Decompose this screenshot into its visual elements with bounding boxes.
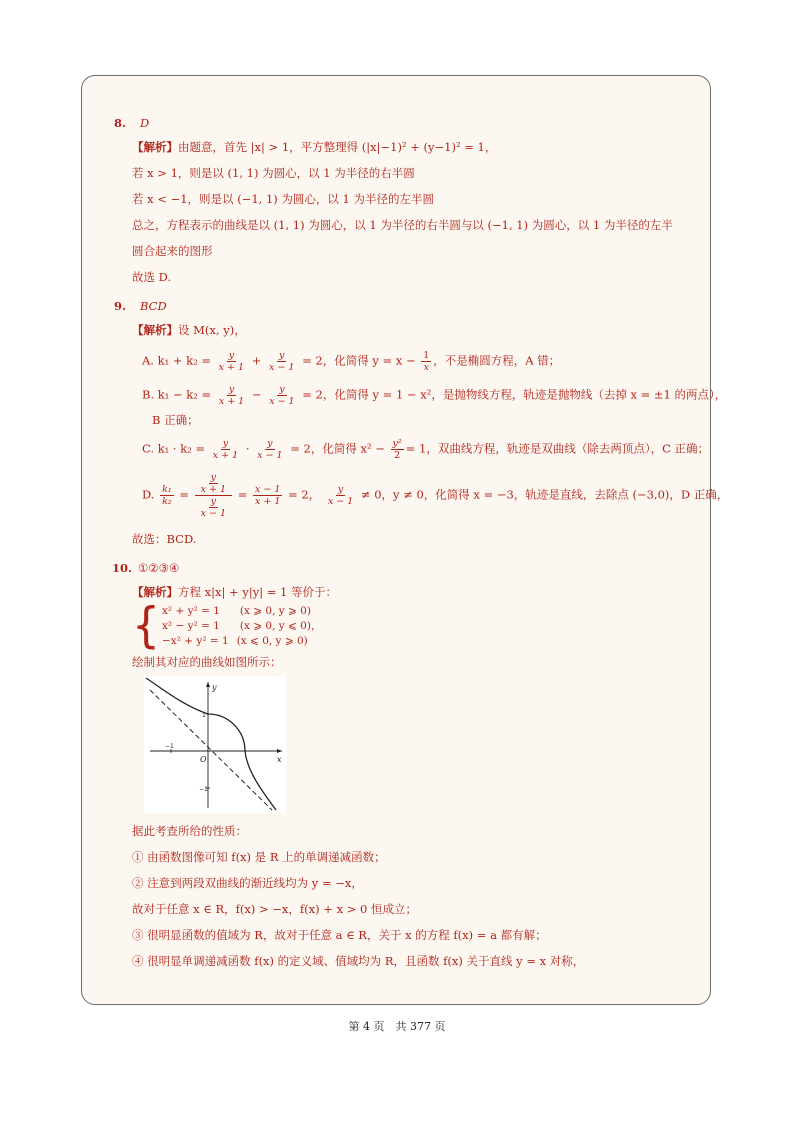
p8-line-1: [132, 139, 694, 155]
numerator: y: [228, 384, 235, 395]
analysis-tag: 【解析】: [132, 585, 178, 599]
opt-c-head: C. k₁ · k₂ =: [142, 441, 206, 456]
left-brace: {: [132, 597, 160, 654]
p9-intro-text: 设 M(x, y)，: [178, 323, 246, 337]
fraction: [421, 350, 431, 373]
asymptote-line: [150, 690, 272, 810]
denominator: x − 1: [269, 362, 295, 373]
problem-10-header: [112, 561, 694, 575]
y-axis-arrow: [206, 682, 210, 687]
p8-text-1: 由题意，首先 |x| > 1，平方整理得 (|x|−1)² + (y−1)² = 1，: [178, 140, 497, 154]
y-axis-label: y: [212, 683, 217, 692]
x-axis-label: x: [277, 755, 282, 764]
case-equation: x² + y² = 1: [162, 605, 220, 617]
fraction: [211, 438, 240, 461]
p8-line-4: 总之，方程表示的曲线是以 (1, 1) 为圆心，以 1 为半径的右半圆与以 (−1, 1) 为圆心，以 1 为半径的左半: [132, 218, 673, 232]
p9-intro: [132, 322, 694, 338]
page-footer: 第 4 页 共 377 页: [348, 1020, 446, 1033]
opt-b-tail: = 2，化简得 y = 1 − x²，是抛物线方程，轨迹是抛物线（去掉 x = ±1 的两点），: [302, 387, 727, 402]
fraction: [326, 484, 355, 507]
p10-reason-2: ② 注意到两段双曲线的渐近线均为 y = −x，: [132, 876, 363, 890]
problem-8-header: [114, 116, 694, 130]
denominator: x: [423, 362, 429, 373]
problem-answer: D: [140, 116, 150, 130]
fraction: [217, 350, 246, 373]
plus-sign: +: [251, 353, 262, 368]
fraction: [267, 350, 296, 373]
opt-a-end: ，不是椭圆方程，A 错；: [433, 353, 561, 368]
numerator: y: [210, 496, 217, 507]
opt-b-head: B. k₁ − k₂ =: [142, 387, 212, 402]
fraction: [255, 438, 284, 461]
fraction: [267, 384, 296, 407]
problem-number: 8.: [114, 116, 127, 130]
p10-check: 据此考查所给的性质：: [132, 824, 247, 838]
analysis-tag: 【解析】: [132, 323, 178, 337]
denominator: x + 1: [255, 496, 281, 507]
opt-d-mid: = 2，: [288, 487, 321, 502]
numerator: y: [228, 350, 235, 361]
equals-sign: =: [179, 487, 189, 502]
neg1-x-label: −1: [165, 743, 174, 750]
case-rows: [162, 604, 321, 648]
problem-number: 9.: [114, 299, 127, 313]
numerator: y: [222, 438, 229, 449]
fraction: [199, 472, 228, 495]
p10-intro-text: 方程 x|x| + y|y| = 1 等价于：: [178, 585, 337, 599]
fraction: [217, 384, 246, 407]
opt-a-head: A. k₁ + k₂ =: [142, 353, 212, 368]
p9-option-d: [142, 472, 729, 519]
x-axis-arrow: [277, 749, 282, 753]
denominator: x + 1: [218, 362, 245, 373]
numerator: 1: [423, 350, 430, 361]
problem-answer: ①②③④: [138, 561, 180, 575]
numerator: y: [267, 438, 273, 449]
opt-c-tail: = 2，化简得 x² −: [290, 441, 385, 456]
solution-content: [112, 116, 729, 979]
numerator: y: [337, 484, 344, 495]
p8-line-6: 故选 D.: [132, 270, 172, 284]
p10-draw: 绘制其对应的曲线如图所示：: [132, 655, 282, 669]
pos1-y-label: 1: [202, 712, 206, 719]
compound-fraction: [195, 472, 232, 519]
fraction: [160, 484, 174, 507]
p8-line-2: 若 x > 1，则是以 (1, 1) 为圆心，以 1 为半径的右半圆: [132, 166, 415, 180]
p9-option-c: [142, 438, 710, 461]
p9-option-a: [142, 350, 694, 373]
equals-sign: =: [237, 487, 248, 502]
p10-reason-4: ④ 很明显单调递减函数 f(x) 的定义域、值域均为 R，且函数 f(x) 关于直线 y = x 对称，: [132, 954, 585, 968]
curve-svg: [144, 676, 286, 813]
p8-line-3: 若 x < −1，则是以 (−1, 1) 为圆心，以 1 为半径的左半圆: [132, 192, 435, 206]
denominator: 2: [394, 450, 401, 461]
case-equation: −x² + y² = 1: [162, 635, 229, 647]
case-condition: (x ⩾ 0, y ⩽ 0)，: [239, 620, 322, 632]
fraction: [253, 484, 282, 507]
numerator: y²: [392, 438, 402, 449]
denominator: x − 1: [269, 396, 295, 407]
denominator: x + 1: [212, 450, 239, 461]
denominator: k₂: [162, 496, 172, 507]
opt-d-end: ≠ 0，y ≠ 0，化简得 x = −3，轨迹是直线，去除点 (−3,0)，D 正确，: [360, 487, 729, 502]
curve-figure: [144, 676, 286, 813]
fraction: [391, 438, 404, 461]
p10-reason-2b: 故对于任意 x ∈ R，f(x) > −x，f(x) + x > 0 恒成立；: [132, 902, 417, 916]
case-row: [162, 619, 321, 633]
p10-reason-3: ③ 很明显函数的值域为 R，故对于任意 a ∈ R，关于 x 的方程 f(x) = a 都有解；: [132, 928, 547, 942]
numerator: y: [279, 384, 285, 395]
origin-label: O: [200, 755, 207, 764]
denominator: x + 1: [218, 396, 245, 407]
compound-denominator: [197, 496, 230, 519]
denominator: x − 1: [257, 450, 283, 461]
opt-c-end: = 1，双曲线方程，轨迹是双曲线（除去两顶点），C 正确；: [405, 441, 710, 456]
p9-option-b-cont: B 正确；: [152, 413, 199, 427]
numerator: x − 1: [255, 484, 281, 495]
numerator: k₁: [162, 484, 172, 495]
case-condition: (x ⩾ 0, y ⩾ 0): [239, 605, 311, 617]
numerator: y: [279, 350, 285, 361]
compound-numerator: [195, 472, 232, 496]
p9-option-b: [142, 384, 727, 407]
dot-sign: ·: [245, 441, 250, 456]
p9-conclusion: 故选：BCD.: [132, 532, 197, 546]
case-condition: (x ⩽ 0, y ⩾ 0): [236, 635, 308, 647]
p10-reason-1: ① 由函数图像可知 f(x) 是 R 上的单调递减函数；: [132, 850, 386, 864]
analysis-tag: 【解析】: [132, 140, 178, 154]
p10-intro: [132, 584, 694, 600]
problem-number: 10.: [112, 561, 133, 575]
case-equation: x² − y² = 1: [162, 620, 220, 632]
denominator: x + 1: [200, 484, 227, 495]
opt-a-tail: = 2，化简得 y = x −: [302, 353, 416, 368]
neg1-y-label: −1: [199, 786, 208, 793]
piecewise-cases: [132, 597, 694, 654]
numerator: y: [210, 472, 217, 483]
problem-9-header: [114, 299, 694, 313]
fraction: [199, 496, 228, 519]
denominator: x − 1: [327, 496, 354, 507]
problem-answer: BCD: [140, 299, 167, 313]
case-row: [162, 634, 321, 648]
minus-sign: −: [251, 387, 262, 402]
denominator: x − 1: [200, 508, 227, 519]
case-row: [162, 604, 321, 618]
p8-line-5: 圆合起来的图形: [132, 244, 213, 258]
opt-d-head: D.: [142, 487, 155, 502]
